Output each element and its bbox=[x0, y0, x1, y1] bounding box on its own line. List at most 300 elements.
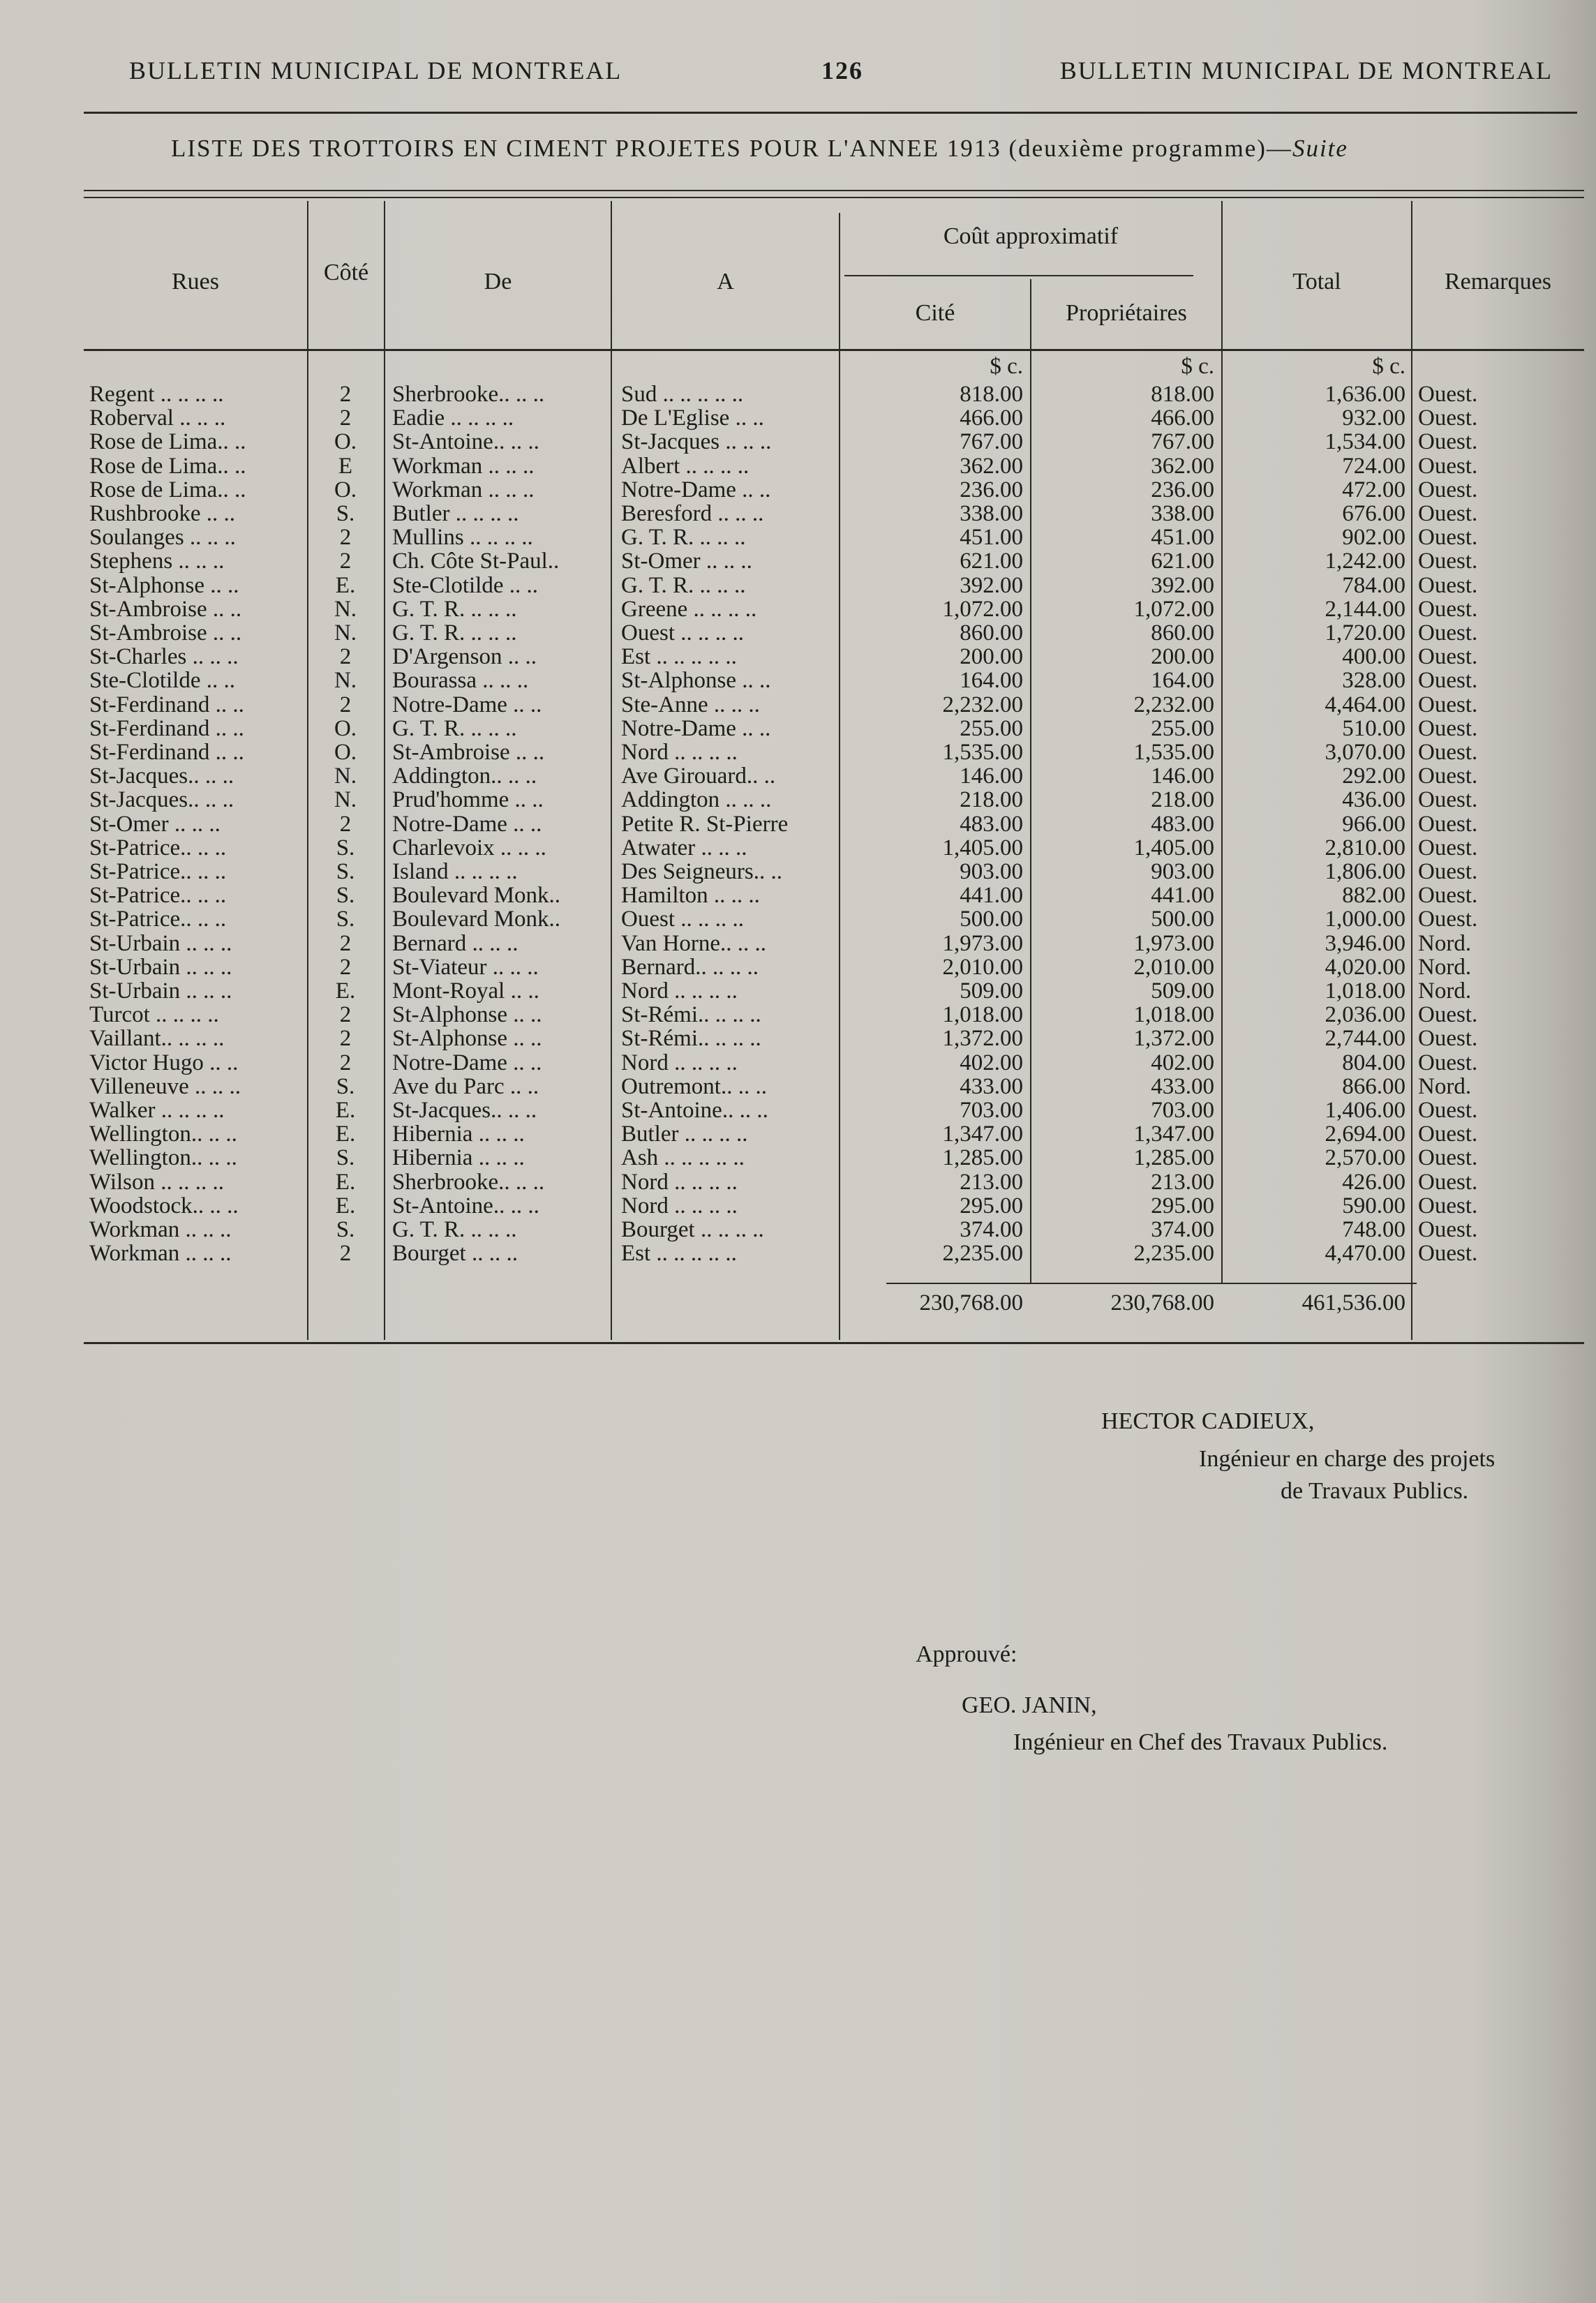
cell-cote: 2 bbox=[339, 931, 352, 955]
cell-prop: 1,018.00 bbox=[1133, 1003, 1214, 1027]
cell-cite: 1,072.00 bbox=[942, 597, 1023, 621]
cell-a: Des Seigneurs.. .. bbox=[621, 860, 782, 884]
cell-prop: 2,232.00 bbox=[1133, 692, 1214, 717]
cell-cote: O. bbox=[334, 477, 357, 502]
cell-prop: 1,072.00 bbox=[1133, 597, 1214, 621]
header-total: Total bbox=[1292, 269, 1341, 295]
cell-a: De L'Eglise .. .. bbox=[621, 406, 764, 431]
cell-de: Hibernia .. .. .. bbox=[392, 1122, 525, 1147]
cell-total: 2,036.00 bbox=[1325, 1003, 1405, 1027]
table-title-suite: Suite bbox=[1292, 135, 1348, 162]
cell-cote: O. bbox=[334, 740, 357, 764]
cell-de: Mont-Royal .. .. bbox=[392, 979, 539, 1003]
cell-cite: 441.00 bbox=[960, 884, 1023, 908]
cell-a: Nord .. .. .. .. bbox=[621, 1193, 738, 1218]
cell-prop: 374.00 bbox=[1151, 1218, 1214, 1242]
cell-de: G. T. R. .. .. .. bbox=[392, 716, 517, 740]
cell-total: 436.00 bbox=[1342, 788, 1405, 812]
cell-remarque: Ouest. bbox=[1418, 860, 1478, 884]
cell-cite: 1,973.00 bbox=[942, 931, 1023, 955]
cell-prop: 236.00 bbox=[1151, 477, 1214, 502]
cell-a: Nord .. .. .. .. bbox=[621, 1050, 738, 1075]
cell-a: Nord .. .. .. .. bbox=[621, 1170, 738, 1194]
cell-a: Notre-Dame .. .. bbox=[621, 477, 771, 502]
cell-cote: E. bbox=[335, 1193, 356, 1218]
header-right: BULLETIN MUNICIPAL DE MONTREAL bbox=[1059, 57, 1553, 84]
cell-de: Bourget .. .. .. bbox=[392, 1242, 518, 1266]
signature-title-1: Ingénieur en charge des projets bbox=[1199, 1446, 1496, 1472]
cell-cite: 146.00 bbox=[960, 764, 1023, 789]
cell-prop: 338.00 bbox=[1151, 502, 1214, 526]
cell-rue: St-Ferdinand .. .. bbox=[89, 740, 244, 764]
cell-remarque: Nord. bbox=[1418, 1074, 1472, 1098]
cell-rue: St-Ferdinand .. .. bbox=[89, 716, 244, 740]
cell-cote: 2 bbox=[339, 645, 352, 669]
cell-total: 902.00 bbox=[1342, 526, 1405, 550]
cell-cite: 1,285.00 bbox=[942, 1146, 1023, 1170]
unit-prop: $ c. bbox=[1181, 354, 1214, 379]
cell-de: Workman .. .. .. bbox=[392, 454, 535, 478]
cell-total: 748.00 bbox=[1342, 1218, 1405, 1242]
cell-rue: Workman .. .. .. bbox=[89, 1242, 232, 1266]
cell-a: Bourget .. .. .. .. bbox=[621, 1218, 764, 1242]
cell-prop: 433.00 bbox=[1151, 1074, 1214, 1098]
cell-cote: E. bbox=[335, 1122, 356, 1147]
cell-a: Est .. .. .. .. .. bbox=[621, 1242, 737, 1266]
cell-prop: 500.00 bbox=[1151, 907, 1214, 932]
cell-remarque: Nord. bbox=[1418, 955, 1472, 979]
cell-cote: 2 bbox=[339, 1242, 352, 1266]
cell-cite: 433.00 bbox=[960, 1074, 1023, 1098]
cell-total: 1,636.00 bbox=[1325, 382, 1405, 406]
cell-a: Ave Girouard.. .. bbox=[621, 764, 776, 789]
table-title-main: LISTE DES TROTTOIRS EN CIMENT PROJETES POUR L'ANNEE 1913 (deuxième programme)— bbox=[171, 135, 1292, 162]
col-line-remarques bbox=[1411, 201, 1412, 1340]
cell-rue: St-Patrice.. .. .. bbox=[89, 907, 227, 932]
cell-de: Charlevoix .. .. .. bbox=[392, 835, 546, 860]
cell-remarque: Ouest. bbox=[1418, 1003, 1478, 1027]
cell-a: Sud .. .. .. .. .. bbox=[621, 382, 744, 406]
cell-total: 4,470.00 bbox=[1325, 1242, 1405, 1266]
table-top-rule-2 bbox=[84, 197, 1584, 198]
cell-prop: 1,535.00 bbox=[1133, 740, 1214, 764]
cell-rue: St-Urbain .. .. .. bbox=[89, 979, 232, 1003]
cell-remarque: Ouest. bbox=[1418, 406, 1478, 431]
cell-cite: 402.00 bbox=[960, 1050, 1023, 1075]
total-total: 461,536.00 bbox=[1302, 1290, 1405, 1316]
cell-cote: 2 bbox=[339, 549, 352, 574]
cell-rue: Roberval .. .. .. bbox=[89, 406, 226, 431]
cell-a: St-Rémi.. .. .. .. bbox=[621, 1003, 761, 1027]
cell-total: 590.00 bbox=[1342, 1193, 1405, 1218]
cell-total: 804.00 bbox=[1342, 1050, 1405, 1075]
cell-remarque: Ouest. bbox=[1418, 692, 1478, 717]
cell-cote: 2 bbox=[339, 1003, 352, 1027]
cell-total: 3,946.00 bbox=[1325, 931, 1405, 955]
cell-prop: 218.00 bbox=[1151, 788, 1214, 812]
cell-prop: 146.00 bbox=[1151, 764, 1214, 789]
cell-total: 932.00 bbox=[1342, 406, 1405, 431]
cell-de: Addington.. .. .. bbox=[392, 764, 537, 789]
cell-rue: Villeneuve .. .. .. bbox=[89, 1074, 241, 1098]
cell-remarque: Ouest. bbox=[1418, 884, 1478, 908]
cell-a: Ste-Anne .. .. .. bbox=[621, 692, 760, 717]
cell-remarque: Ouest. bbox=[1418, 1193, 1478, 1218]
cell-prop: 1,285.00 bbox=[1133, 1146, 1214, 1170]
cell-prop: 392.00 bbox=[1151, 573, 1214, 597]
cell-total: 1,406.00 bbox=[1325, 1098, 1405, 1122]
cell-prop: 621.00 bbox=[1151, 549, 1214, 574]
cell-remarque: Ouest. bbox=[1418, 1027, 1478, 1051]
cell-total: 400.00 bbox=[1342, 645, 1405, 669]
cell-prop: 451.00 bbox=[1151, 526, 1214, 550]
cell-rue: Vaillant.. .. .. .. bbox=[89, 1027, 225, 1051]
cell-total: 676.00 bbox=[1342, 502, 1405, 526]
cell-rue: St-Jacques.. .. .. bbox=[89, 788, 234, 812]
cell-cite: 2,235.00 bbox=[942, 1242, 1023, 1266]
cell-cite: 2,010.00 bbox=[942, 955, 1023, 979]
cell-remarque: Ouest. bbox=[1418, 382, 1478, 406]
cell-cote: S. bbox=[336, 907, 355, 932]
cell-rue: St-Alphonse .. .. bbox=[89, 573, 239, 597]
cell-a: St-Alphonse .. .. bbox=[621, 669, 771, 693]
cell-remarque: Ouest. bbox=[1418, 669, 1478, 693]
cell-de: St-Alphonse .. .. bbox=[392, 1003, 542, 1027]
cell-rue: Rose de Lima.. .. bbox=[89, 430, 246, 454]
cell-cite: 466.00 bbox=[960, 406, 1023, 431]
cell-cote: S. bbox=[336, 884, 355, 908]
cell-de: Sherbrooke.. .. .. bbox=[392, 1170, 545, 1194]
cell-remarque: Ouest. bbox=[1418, 740, 1478, 764]
cell-cote: 2 bbox=[339, 406, 352, 431]
cell-prop: 1,405.00 bbox=[1133, 835, 1214, 860]
cell-rue: Woodstock.. .. .. bbox=[89, 1193, 239, 1218]
cell-a: Notre-Dame .. .. bbox=[621, 716, 771, 740]
cell-remarque: Ouest. bbox=[1418, 812, 1478, 836]
signature-name: HECTOR CADIEUX, bbox=[1101, 1408, 1315, 1434]
cell-rue: St-Jacques.. .. .. bbox=[89, 764, 234, 789]
cell-rue: Wellington.. .. .. bbox=[89, 1122, 237, 1147]
cell-rue: Rose de Lima.. .. bbox=[89, 454, 246, 478]
cell-prop: 1,372.00 bbox=[1133, 1027, 1214, 1051]
cell-remarque: Ouest. bbox=[1418, 477, 1478, 502]
unit-total: $ c. bbox=[1372, 354, 1405, 379]
col-line-de bbox=[384, 201, 385, 1340]
cell-cote: N. bbox=[334, 621, 357, 645]
cell-cote: S. bbox=[336, 835, 355, 860]
cell-prop: 903.00 bbox=[1151, 860, 1214, 884]
unit-cite: $ c. bbox=[990, 354, 1023, 379]
cell-a: Nord .. .. .. .. bbox=[621, 979, 738, 1003]
page-number: 126 bbox=[821, 57, 863, 84]
cell-remarque: Ouest. bbox=[1418, 764, 1478, 789]
col-line-a bbox=[611, 201, 612, 1340]
cell-cote: E. bbox=[335, 573, 356, 597]
cell-a: Bernard.. .. .. .. bbox=[621, 955, 759, 979]
cell-cite: 1,018.00 bbox=[942, 1003, 1023, 1027]
cell-prop: 860.00 bbox=[1151, 621, 1214, 645]
cell-remarque: Ouest. bbox=[1418, 502, 1478, 526]
cell-total: 328.00 bbox=[1342, 669, 1405, 693]
cell-a: Hamilton .. .. .. bbox=[621, 884, 760, 908]
cell-rue: Walker .. .. .. .. bbox=[89, 1098, 225, 1122]
cell-de: Ste-Clotilde .. .. bbox=[392, 573, 538, 597]
cell-prop: 818.00 bbox=[1151, 382, 1214, 406]
cell-rue: Stephens .. .. .. bbox=[89, 549, 225, 574]
cell-prop: 295.00 bbox=[1151, 1193, 1214, 1218]
cell-a: St-Omer .. .. .. bbox=[621, 549, 752, 574]
cell-cote: 2 bbox=[339, 692, 352, 717]
approver-title: Ingénieur en Chef des Travaux Publics. bbox=[1013, 1729, 1388, 1755]
cell-de: Notre-Dame .. .. bbox=[392, 812, 542, 836]
cell-prop: 466.00 bbox=[1151, 406, 1214, 431]
cell-total: 1,806.00 bbox=[1325, 860, 1405, 884]
cell-cite: 392.00 bbox=[960, 573, 1023, 597]
cell-rue: Wellington.. .. .. bbox=[89, 1146, 237, 1170]
cell-total: 2,810.00 bbox=[1325, 835, 1405, 860]
cell-cote: E bbox=[338, 454, 353, 478]
cell-remarque: Ouest. bbox=[1418, 430, 1478, 454]
cell-cote: 2 bbox=[339, 1050, 352, 1075]
cell-cote: 2 bbox=[339, 382, 352, 406]
cell-rue: St-Urbain .. .. .. bbox=[89, 955, 232, 979]
cell-cote: S. bbox=[336, 1146, 355, 1170]
cell-de: St-Antoine.. .. .. bbox=[392, 1193, 539, 1218]
cell-de: Workman .. .. .. bbox=[392, 477, 535, 502]
cell-de: St-Antoine.. .. .. bbox=[392, 430, 539, 454]
cell-rue: St-Patrice.. .. .. bbox=[89, 835, 227, 860]
cell-remarque: Ouest. bbox=[1418, 1050, 1478, 1075]
cell-total: 1,534.00 bbox=[1325, 430, 1405, 454]
cell-cote: E. bbox=[335, 1098, 356, 1122]
table-title bbox=[171, 135, 1518, 163]
cell-rue: St-Charles .. .. .. bbox=[89, 645, 239, 669]
table-top-rule-1 bbox=[84, 190, 1584, 191]
cell-total: 724.00 bbox=[1342, 454, 1405, 478]
header-proprietaires: Propriétaires bbox=[1066, 300, 1187, 326]
cell-total: 882.00 bbox=[1342, 884, 1405, 908]
cell-a: Petite R. St-Pierre bbox=[621, 812, 789, 836]
cell-prop: 2,235.00 bbox=[1133, 1242, 1214, 1266]
cell-de: G. T. R. .. .. .. bbox=[392, 597, 517, 621]
cell-remarque: Ouest. bbox=[1418, 645, 1478, 669]
cell-a: G. T. R. .. .. .. bbox=[621, 573, 746, 597]
cell-a: Nord .. .. .. .. bbox=[621, 740, 738, 764]
cell-prop: 164.00 bbox=[1151, 669, 1214, 693]
cell-cote: S. bbox=[336, 502, 355, 526]
cell-cite: 1,535.00 bbox=[942, 740, 1023, 764]
cell-total: 2,694.00 bbox=[1325, 1122, 1405, 1147]
cell-total: 2,570.00 bbox=[1325, 1146, 1405, 1170]
cell-total: 1,242.00 bbox=[1325, 549, 1405, 574]
cell-rue: Rose de Lima.. .. bbox=[89, 477, 246, 502]
cell-rue: St-Ferdinand .. .. bbox=[89, 692, 244, 717]
cell-de: St-Jacques.. .. .. bbox=[392, 1098, 537, 1122]
cell-rue: Regent .. .. .. .. bbox=[89, 382, 224, 406]
cell-cite: 255.00 bbox=[960, 716, 1023, 740]
cell-remarque: Ouest. bbox=[1418, 1242, 1478, 1266]
cell-remarque: Ouest. bbox=[1418, 716, 1478, 740]
cell-cote: N. bbox=[334, 764, 357, 789]
cell-remarque: Ouest. bbox=[1418, 621, 1478, 645]
cell-rue: Soulanges .. .. .. bbox=[89, 526, 236, 550]
cell-total: 866.00 bbox=[1342, 1074, 1405, 1098]
cell-rue: St-Patrice.. .. .. bbox=[89, 884, 227, 908]
cell-de: Ave du Parc .. .. bbox=[392, 1074, 539, 1098]
cell-de: D'Argenson .. .. bbox=[392, 645, 537, 669]
cell-prop: 402.00 bbox=[1151, 1050, 1214, 1075]
total-prop: 230,768.00 bbox=[1110, 1290, 1214, 1316]
cell-cite: 818.00 bbox=[960, 382, 1023, 406]
cell-total: 4,464.00 bbox=[1325, 692, 1405, 717]
table-bottom-rule bbox=[84, 1342, 1584, 1344]
cell-de: St-Ambroise .. .. bbox=[392, 740, 545, 764]
cell-cite: 451.00 bbox=[960, 526, 1023, 550]
cell-cote: O. bbox=[334, 716, 357, 740]
header-cote: Côté bbox=[323, 260, 369, 285]
cell-rue: St-Omer .. .. .. bbox=[89, 812, 221, 836]
cell-cite: 213.00 bbox=[960, 1170, 1023, 1194]
cell-cite: 703.00 bbox=[960, 1098, 1023, 1122]
cell-de: Sherbrooke.. .. .. bbox=[392, 382, 545, 406]
header-remarques: Remarques bbox=[1445, 269, 1551, 295]
signature-title-2: de Travaux Publics. bbox=[1281, 1478, 1469, 1504]
cell-cite: 218.00 bbox=[960, 788, 1023, 812]
cell-cite: 362.00 bbox=[960, 454, 1023, 478]
cell-de: Boulevard Monk.. bbox=[392, 907, 561, 932]
cell-total: 426.00 bbox=[1342, 1170, 1405, 1194]
cell-remarque: Ouest. bbox=[1418, 1170, 1478, 1194]
cell-total: 4,020.00 bbox=[1325, 955, 1405, 979]
cell-total: 510.00 bbox=[1342, 716, 1405, 740]
cell-total: 1,000.00 bbox=[1325, 907, 1405, 932]
cell-cote: O. bbox=[334, 430, 357, 454]
cell-a: Est .. .. .. .. .. bbox=[621, 645, 737, 669]
cell-cite: 164.00 bbox=[960, 669, 1023, 693]
cell-a: St-Rémi.. .. .. .. bbox=[621, 1027, 761, 1051]
cell-prop: 2,010.00 bbox=[1133, 955, 1214, 979]
header-de: De bbox=[484, 269, 512, 295]
cell-remarque: Ouest. bbox=[1418, 1218, 1478, 1242]
cell-a: Ouest .. .. .. .. bbox=[621, 907, 744, 932]
cell-rue: Workman .. .. .. bbox=[89, 1218, 232, 1242]
cell-cite: 295.00 bbox=[960, 1193, 1023, 1218]
cell-total: 966.00 bbox=[1342, 812, 1405, 836]
cell-prop: 1,973.00 bbox=[1133, 931, 1214, 955]
cell-a: St-Antoine.. .. .. bbox=[621, 1098, 768, 1122]
cell-remarque: Ouest. bbox=[1418, 788, 1478, 812]
cell-cite: 621.00 bbox=[960, 549, 1023, 574]
cell-cote: 2 bbox=[339, 812, 352, 836]
cell-de: Eadie .. .. .. .. bbox=[392, 406, 514, 431]
cell-remarque: Ouest. bbox=[1418, 1146, 1478, 1170]
cell-de: Notre-Dame .. .. bbox=[392, 692, 542, 717]
header-a: A bbox=[717, 269, 734, 295]
cell-cote: S. bbox=[336, 1074, 355, 1098]
cell-remarque: Ouest. bbox=[1418, 597, 1478, 621]
cell-total: 292.00 bbox=[1342, 764, 1405, 789]
cell-cite: 1,347.00 bbox=[942, 1122, 1023, 1147]
cell-de: Island .. .. .. .. bbox=[392, 860, 518, 884]
cell-de: G. T. R. .. .. .. bbox=[392, 1218, 517, 1242]
cell-a: Addington .. .. .. bbox=[621, 788, 772, 812]
cell-cote: E. bbox=[335, 979, 356, 1003]
cell-cite: 1,405.00 bbox=[942, 835, 1023, 860]
cell-remarque: Nord. bbox=[1418, 979, 1472, 1003]
cell-cite: 509.00 bbox=[960, 979, 1023, 1003]
cell-rue: Turcot .. .. .. .. bbox=[89, 1003, 219, 1027]
cell-cote: 2 bbox=[339, 1027, 352, 1051]
cell-cote: E. bbox=[335, 1170, 356, 1194]
cell-prop: 213.00 bbox=[1151, 1170, 1214, 1194]
cell-a: St-Jacques .. .. .. bbox=[621, 430, 772, 454]
cell-cote: S. bbox=[336, 1218, 355, 1242]
header-cout: Coût approximatif bbox=[943, 223, 1119, 249]
cell-total: 2,144.00 bbox=[1325, 597, 1405, 621]
cell-prop: 509.00 bbox=[1151, 979, 1214, 1003]
cell-de: Butler .. .. .. .. bbox=[392, 502, 519, 526]
cell-a: Ouest .. .. .. .. bbox=[621, 621, 744, 645]
running-header bbox=[129, 56, 1553, 91]
cell-total: 2,744.00 bbox=[1325, 1027, 1405, 1051]
cell-cite: 338.00 bbox=[960, 502, 1023, 526]
cell-cite: 500.00 bbox=[960, 907, 1023, 932]
cell-prop: 703.00 bbox=[1151, 1098, 1214, 1122]
cell-rue: St-Ambroise .. .. bbox=[89, 621, 242, 645]
cell-de: Prud'homme .. .. bbox=[392, 788, 544, 812]
cell-de: St-Viateur .. .. .. bbox=[392, 955, 539, 979]
cell-prop: 767.00 bbox=[1151, 430, 1214, 454]
total-cite: 230,768.00 bbox=[919, 1290, 1023, 1316]
cell-de: Notre-Dame .. .. bbox=[392, 1050, 542, 1075]
cell-prop: 362.00 bbox=[1151, 454, 1214, 478]
cell-a: Greene .. .. .. .. bbox=[621, 597, 757, 621]
header-rule bbox=[84, 112, 1577, 114]
cell-de: Bernard .. .. .. bbox=[392, 931, 519, 955]
cell-a: Ash .. .. .. .. .. bbox=[621, 1146, 745, 1170]
cell-total: 784.00 bbox=[1342, 573, 1405, 597]
cell-cite: 236.00 bbox=[960, 477, 1023, 502]
cell-a: Butler .. .. .. .. bbox=[621, 1122, 748, 1147]
cell-cite: 483.00 bbox=[960, 812, 1023, 836]
cell-cite: 374.00 bbox=[960, 1218, 1023, 1242]
cell-remarque: Ouest. bbox=[1418, 1098, 1478, 1122]
cell-rue: Ste-Clotilde .. .. bbox=[89, 669, 235, 693]
cell-remarque: Ouest. bbox=[1418, 454, 1478, 478]
header-rues: Rues bbox=[172, 269, 219, 295]
cell-cite: 767.00 bbox=[960, 430, 1023, 454]
cell-de: St-Alphonse .. .. bbox=[392, 1027, 542, 1051]
cell-de: Hibernia .. .. .. bbox=[392, 1146, 525, 1170]
cell-cote: S. bbox=[336, 860, 355, 884]
cell-remarque: Ouest. bbox=[1418, 526, 1478, 550]
header-left: BULLETIN MUNICIPAL DE MONTREAL bbox=[129, 57, 622, 84]
cell-cite: 903.00 bbox=[960, 860, 1023, 884]
approved-label: Approuvé: bbox=[916, 1641, 1017, 1667]
cell-a: Outremont.. .. .. bbox=[621, 1074, 767, 1098]
cell-cote: N. bbox=[334, 597, 357, 621]
cell-total: 3,070.00 bbox=[1325, 740, 1405, 764]
totals-rule bbox=[886, 1283, 1417, 1284]
cell-remarque: Ouest. bbox=[1418, 573, 1478, 597]
cell-cite: 860.00 bbox=[960, 621, 1023, 645]
cell-a: Atwater .. .. .. bbox=[621, 835, 747, 860]
cost-subheader-rule bbox=[844, 275, 1193, 276]
cell-de: Bourassa .. .. .. bbox=[392, 669, 529, 693]
cell-total: 1,018.00 bbox=[1325, 979, 1405, 1003]
cell-a: Beresford .. .. .. bbox=[621, 502, 764, 526]
cell-de: Ch. Côte St-Paul.. bbox=[392, 549, 560, 574]
